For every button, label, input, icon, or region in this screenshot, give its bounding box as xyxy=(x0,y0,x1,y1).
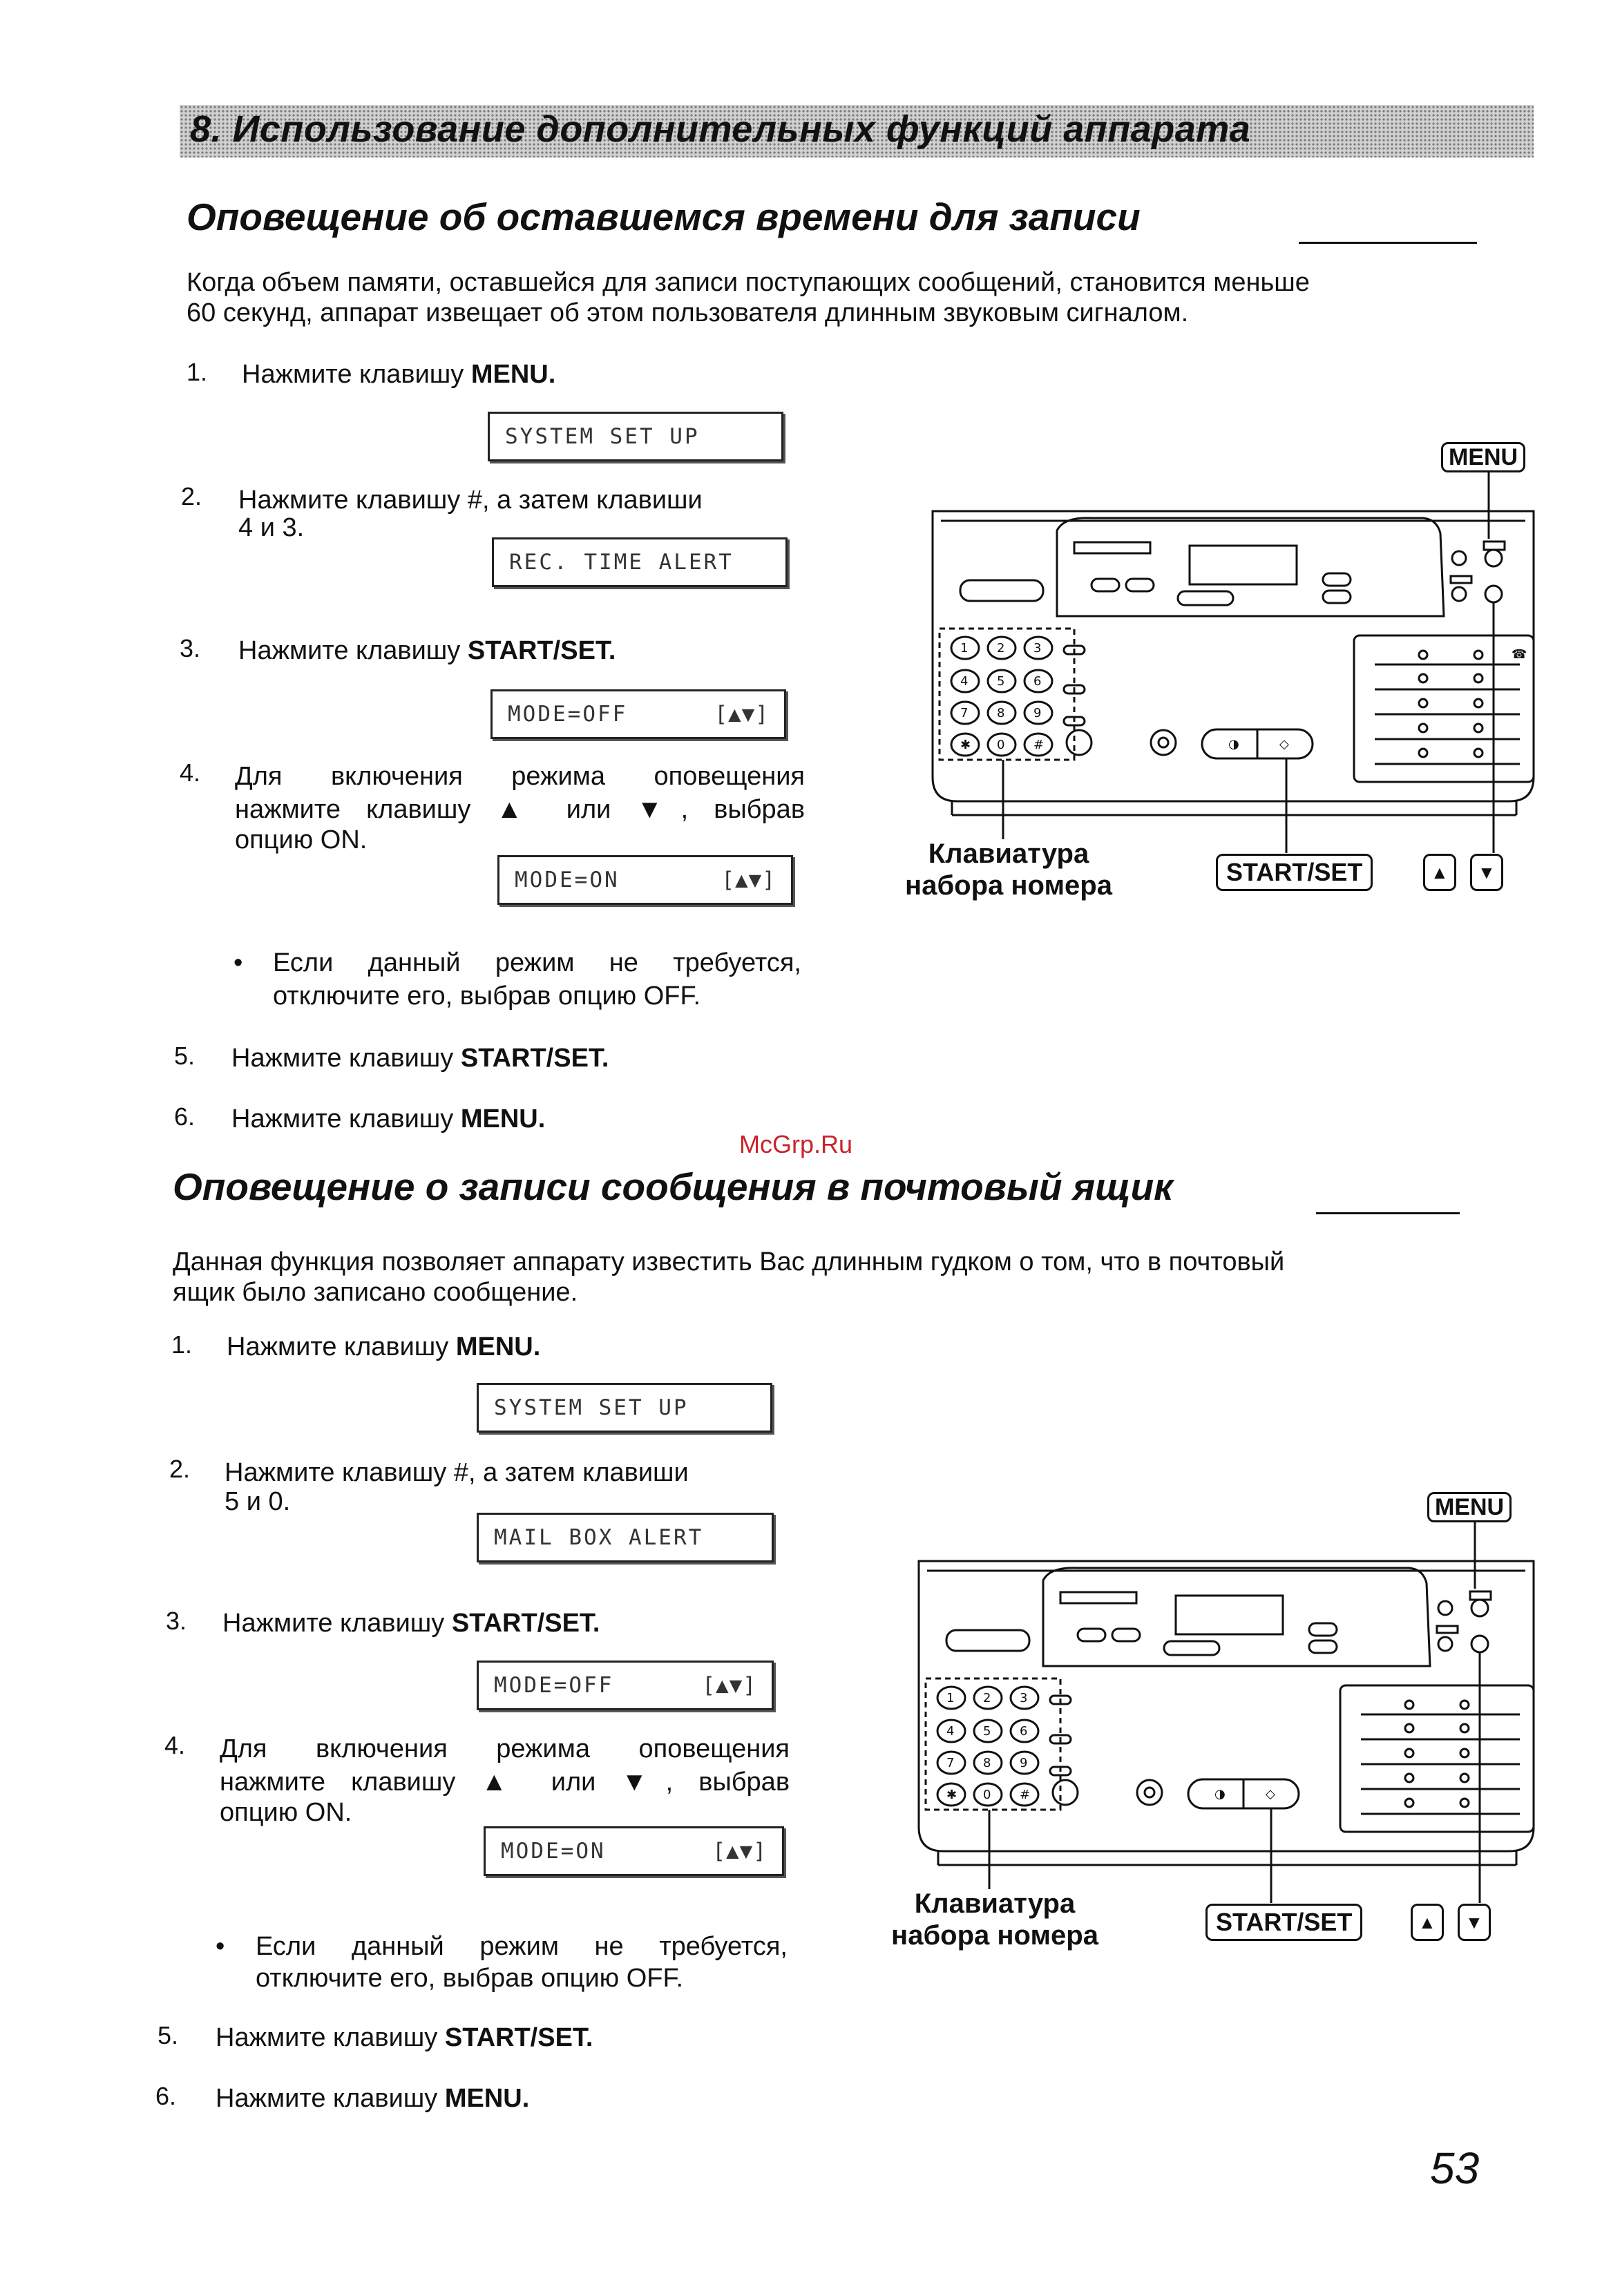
start-set-key-label: START/SET xyxy=(1216,854,1373,891)
svg-text:1: 1 xyxy=(960,641,969,656)
svg-text:☎: ☎ xyxy=(1512,647,1527,662)
svg-text:3: 3 xyxy=(1020,1691,1028,1705)
s2-bullet-line-1: Если данный режим не требуется, xyxy=(256,1932,788,1961)
svg-text:5: 5 xyxy=(983,1724,991,1739)
s2-step-6-text: Нажмите клавишу MENU. xyxy=(216,2084,530,2113)
s1-step-1-text: Нажмите клавишу MENU. xyxy=(242,360,556,389)
start-set-key-ref: START/SET. xyxy=(451,1609,600,1638)
s2-step-5-text: Нажмите клавишу START/SET. xyxy=(216,2023,593,2052)
svg-text:3: 3 xyxy=(1033,641,1042,656)
s2-step-2-number: 2. xyxy=(169,1455,191,1483)
svg-text:✱: ✱ xyxy=(946,1788,957,1802)
section-1-title: Оповещение об оставшемся времени для записи xyxy=(187,195,1141,238)
s1-bullet-line-1: Если данный режим не требуется, xyxy=(273,948,801,977)
s1-step-2-line-1: Нажмите клавишу #, а затем клавиши xyxy=(238,486,703,515)
svg-text:◑: ◑ xyxy=(1228,737,1239,752)
chapter-title: 8. Использование дополнительных функций аппарата xyxy=(190,108,1251,150)
keypad-label-line-2: набора номера xyxy=(905,870,1112,901)
start-set-key-ref: START/SET. xyxy=(460,1044,609,1073)
up-arrow-icon-2: ▲ xyxy=(1411,1904,1444,1941)
s1-step-1-number: 1. xyxy=(187,358,208,386)
menu-key-ref: MENU. xyxy=(460,1104,546,1133)
page-number: 53 xyxy=(1430,2143,1480,2193)
s1-step-5-text: Нажмите клавишу START/SET. xyxy=(231,1044,609,1073)
svg-text:8: 8 xyxy=(997,706,1005,720)
keypad-label-2-line-2: набора номера xyxy=(891,1920,1098,1951)
s2-bullet-line-2: отключите его, выбрав опцию OFF. xyxy=(256,1964,684,1993)
section-2-rule xyxy=(1316,1212,1460,1214)
svg-text:9: 9 xyxy=(1033,706,1042,720)
down-arrow-icon: ▼ xyxy=(1470,854,1503,891)
down-arrow-icon-2: ▼ xyxy=(1458,1904,1491,1941)
watermark: McGrp.Ru xyxy=(739,1130,853,1158)
s1-step-3-number: 3. xyxy=(180,634,201,662)
s2-display-system-set-up: SYSTEM SET UP xyxy=(477,1383,772,1433)
s2-step-4-line-2: нажмите клавишу ▲ или ▼, выбрав xyxy=(220,1768,790,1797)
s1-step-4-line-2: нажмите клавишу ▲ или ▼, выбрав xyxy=(235,795,805,824)
s1-display-rec-time-alert: REC. TIME ALERT xyxy=(492,537,788,587)
s1-step-2-number: 2. xyxy=(181,482,202,510)
svg-text:0: 0 xyxy=(983,1788,991,1802)
s1-step-4-line-1: Для включения режима оповещения xyxy=(235,762,805,791)
keypad-label-line-1: Клавиатура xyxy=(928,839,1089,869)
s2-step-3-text: Нажмите клавишу START/SET. xyxy=(222,1609,600,1638)
s2-step-6-number: 6. xyxy=(155,2082,177,2110)
svg-text:4: 4 xyxy=(960,674,969,689)
s1-bullet-dot: • xyxy=(233,948,243,977)
svg-text:6: 6 xyxy=(1033,674,1042,689)
s1-display-mode-on: MODE=ON [▲▼] xyxy=(497,855,793,905)
s2-display-mode-on: MODE=ON [▲▼] xyxy=(484,1826,784,1876)
menu-key-ref: MENU. xyxy=(470,360,556,389)
section-1-rule xyxy=(1299,242,1477,244)
s2-display-mail-box-alert: MAIL BOX ALERT xyxy=(477,1513,774,1562)
svg-text:◇: ◇ xyxy=(1266,1787,1275,1801)
svg-text:8: 8 xyxy=(983,1756,991,1770)
s1-step-6-text: Нажмите клавишу MENU. xyxy=(231,1104,546,1133)
s1-step-4-number: 4. xyxy=(180,758,201,787)
s2-bullet-dot: • xyxy=(216,1932,225,1961)
menu-key-ref: MENU. xyxy=(455,1332,541,1361)
svg-text:7: 7 xyxy=(946,1756,955,1770)
s2-step-4-number: 4. xyxy=(164,1731,186,1759)
section-1-intro-line-1: Когда объем памяти, оставшейся для записи поступающих сообщений, становится меньше xyxy=(187,268,1310,297)
s2-step-1-number: 1. xyxy=(171,1330,193,1359)
keypad-label-2-line-1: Клавиатура xyxy=(914,1888,1076,1919)
s1-step-5-number: 5. xyxy=(174,1042,196,1070)
svg-text:7: 7 xyxy=(960,706,969,720)
s1-step-6-number: 6. xyxy=(174,1102,196,1131)
s2-step-5-number: 5. xyxy=(158,2021,179,2049)
section-1-intro-line-2: 60 секунд, аппарат извещает об этом пользователя длинным звуковым сигналом. xyxy=(187,298,1189,327)
s2-display-mode-off: MODE=OFF [▲▼] xyxy=(477,1661,774,1710)
start-set-key-ref: START/SET. xyxy=(467,636,616,665)
svg-text:1: 1 xyxy=(946,1691,955,1705)
svg-text:✱: ✱ xyxy=(960,738,971,752)
s2-step-4-line-3: опцию ON. xyxy=(220,1798,352,1827)
s1-display-system-set-up: SYSTEM SET UP xyxy=(488,412,783,461)
s2-step-2-line-1: Нажмите клавишу #, а затем клавиши xyxy=(225,1458,689,1487)
svg-text:◑: ◑ xyxy=(1214,1787,1226,1801)
s2-step-3-number: 3. xyxy=(166,1607,187,1635)
s2-step-1-text: Нажмите клавишу MENU. xyxy=(227,1332,541,1361)
svg-text:0: 0 xyxy=(997,738,1005,752)
start-set-key-label-2: START/SET xyxy=(1205,1904,1362,1941)
svg-text:2: 2 xyxy=(983,1691,991,1705)
svg-text:2: 2 xyxy=(997,641,1005,656)
menu-key-label-2: MENU xyxy=(1427,1492,1512,1522)
s2-step-2-line-2: 5 и 0. xyxy=(225,1487,291,1516)
svg-text:9: 9 xyxy=(1020,1756,1028,1770)
start-set-key-ref: START/SET. xyxy=(444,2023,593,2052)
section-2-intro-line-1: Данная функция позволяет аппарату известить Вас длинным гудком о том, что в почтовый xyxy=(173,1247,1285,1276)
s1-step-2-line-2: 4 и 3. xyxy=(238,513,305,542)
section-2-intro-line-2: ящик было записано сообщение. xyxy=(173,1278,578,1307)
up-arrow-icon: ▲ xyxy=(1423,854,1456,891)
svg-text:5: 5 xyxy=(997,674,1005,689)
menu-key-label: MENU xyxy=(1441,442,1525,472)
menu-key-ref: MENU. xyxy=(444,2084,530,2113)
svg-text:4: 4 xyxy=(946,1724,955,1739)
svg-text:6: 6 xyxy=(1020,1724,1028,1739)
s1-bullet-line-2: отключите его, выбрав опцию OFF. xyxy=(273,982,701,1011)
s1-display-mode-off: MODE=OFF [▲▼] xyxy=(490,689,786,739)
svg-text:◇: ◇ xyxy=(1279,737,1289,752)
s1-step-3-text: Нажмите клавишу START/SET. xyxy=(238,636,616,665)
s1-step-4-line-3: опцию ON. xyxy=(235,825,368,854)
svg-text:#: # xyxy=(1033,738,1045,752)
s2-step-4-line-1: Для включения режима оповещения xyxy=(220,1734,790,1763)
svg-text:#: # xyxy=(1020,1788,1031,1802)
section-2-title: Оповещение о записи сообщения в почтовый ящик xyxy=(173,1165,1174,1208)
